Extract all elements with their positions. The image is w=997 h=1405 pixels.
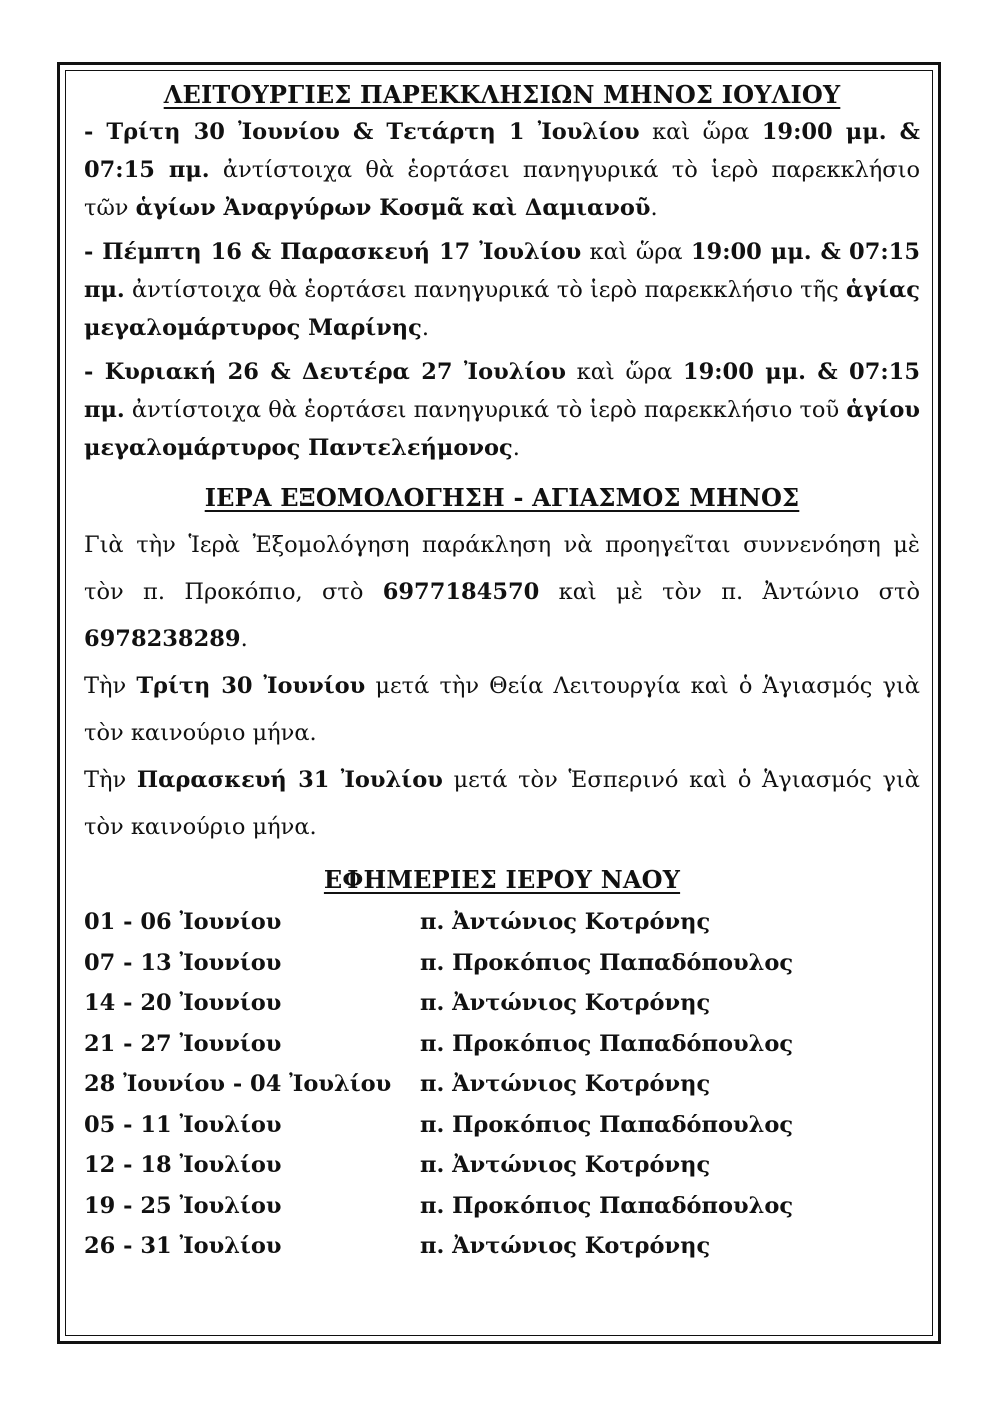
liturgy-saint: ἁγίου μεγαλομάρτυρος Παντελεήμονος	[84, 397, 920, 461]
bulletin-content	[84, 76, 920, 1267]
confession-paragraph: Γιὰ τὴν Ἱερὰ Ἐξομολόγηση παράκληση νὰ προηγεῖται συννενόηση μὲ τὸν π. Προκόπιο, στὸ 6977184570 καὶ μὲ τὸν π. Ἀντώνιο στὸ 6978238289.	[84, 532, 920, 652]
schedule-priest: π. Ἀντώνιος Κοτρόνης	[420, 990, 711, 1017]
phone-number: 6977184570	[382, 579, 540, 605]
liturgy-item-1: - Τρίτη 30 Ἰουνίου & Τετάρτη 1 Ἰουλίου καὶ ὥρα 19:00 μμ. & 07:15 πμ. ἀντίστοιχα θὰ ἑορτάσει πανηγυρικά τὸ ἱερὸ παρεκκλήσιο τῶν ἁγίων Ἀναργύρων Κοσμᾶ καὶ Δαμιανοῦ.	[84, 119, 921, 221]
liturgy-saint: ἁγίων Ἀναργύρων Κοσμᾶ καὶ Δαμιανοῦ	[135, 195, 651, 221]
schedule-row	[84, 1064, 920, 1105]
liturgy-time: 19:00 μμ. &	[690, 239, 841, 265]
schedule-priest: π. Προκόπιος Παπαδόπουλος	[420, 1192, 794, 1219]
schedule-priest: π. Ἀντώνιος Κοτρόνης	[420, 1152, 711, 1179]
schedule-priest: π. Ἀντώνιος Κοτρόνης	[420, 1071, 711, 1098]
schedule-dates: 05 - 11 Ἰουλίου	[84, 1111, 282, 1138]
schedule-row	[84, 902, 920, 943]
schedule-row	[84, 1024, 920, 1065]
schedule-row	[84, 1145, 920, 1186]
liturgy-time: 19:00 μμ. & 07:15	[682, 359, 920, 385]
liturgy-time: 07:15 πμ.	[84, 239, 920, 303]
schedule-dates: 28 Ἰουνίου - 04 Ἰουλίου	[84, 1071, 392, 1098]
liturgy-saint: ἁγίας μεγαλομάρτυρος Μαρίνης	[84, 277, 920, 341]
liturgy-item-2: - Πέμπτη 16 & Παρασκευή 17 Ἰουλίου καὶ ὥρα 19:00 μμ. & 07:15 πμ. ἀντίστοιχα θὰ ἑορτάσει πανηγυρικά τὸ ἱερὸ παρεκκλήσιο τῆς ἁγίας μεγαλομάρτυρος Μαρίνης.	[84, 239, 920, 341]
phone-number: 6978238289	[84, 626, 241, 652]
schedule-priest: π. Προκόπιος Παπαδόπουλος	[420, 1111, 794, 1138]
schedule-dates: 14 - 20 Ἰουνίου	[84, 990, 282, 1017]
schedule-priest: π. Ἀντώνιος Κοτρόνης	[420, 1233, 711, 1260]
schedule-priest: π. Προκόπιος Παπαδόπουλος	[420, 949, 794, 976]
schedule-row	[84, 1226, 920, 1267]
schedule-row	[84, 1105, 920, 1146]
schedule-dates: 21 - 27 Ἰουνίου	[84, 1030, 282, 1057]
liturgy-time: 07:15 πμ.	[84, 157, 210, 183]
liturgy-days: - Πέμπτη 16 & Παρασκευή 17 Ἰουλίου	[84, 239, 582, 265]
schedule-row	[84, 983, 920, 1024]
schedule-dates: 01 - 06 Ἰουνίου	[84, 909, 282, 936]
liturgy-days: - Τρίτη 30 Ἰουνίου & Τετάρτη 1 Ἰουλίου	[84, 119, 640, 145]
confession-heading: ΙΕΡΑ ΕΞΟΜΟΛΟΓΗΣΗ - ΑΓΙΑΣΜΟΣ ΜΗΝΟΣ	[204, 483, 800, 512]
liturgies-heading: ΛΕΙΤΟΥΡΓΙΕΣ ΠΑΡΕΚΚΛΗΣΙΩΝ ΜΗΝΟΣ ΙΟΥΛΙΟΥ	[163, 80, 841, 109]
schedule-dates: 07 - 13 Ἰουνίου	[84, 949, 282, 976]
liturgy-time: πμ.	[84, 397, 125, 423]
liturgy-days: - Κυριακή 26 & Δευτέρα 27 Ἰουλίου	[84, 359, 566, 385]
schedule-dates: 19 - 25 Ἰουλίου	[84, 1192, 282, 1219]
schedule-priest: π. Ἀντώνιος Κοτρόνης	[420, 909, 711, 936]
schedule-priest: π. Προκόπιος Παπαδόπουλος	[420, 1030, 794, 1057]
blessing-paragraph-2: Τὴν Παρασκευή 31 Ἰουλίου μετά τὸν Ἑσπερινό καὶ ὁ Ἁγιασμός γιὰ τὸν καινούριο μήνα.	[84, 767, 920, 840]
schedule-row	[84, 1186, 920, 1227]
duty-heading: ΕΦΗΜΕΡΙΕΣ ΙΕΡΟΥ ΝΑΟΥ	[323, 865, 681, 894]
duty-schedule	[84, 902, 920, 1267]
blessing-date: Παρασκευή 31 Ἰουλίου	[136, 767, 443, 793]
blessing-date: Τρίτη 30 Ἰουνίου	[136, 673, 366, 699]
liturgy-item-3: - Κυριακή 26 & Δευτέρα 27 Ἰουλίου καὶ ὥρα 19:00 μμ. & 07:15 πμ. ἀντίστοιχα θὰ ἑορτάσει πανηγυρικά τὸ ἱερὸ παρεκκλήσιο τοῦ ἁγίου μεγαλομάρτυρος Παντελεήμονος.	[84, 359, 920, 461]
liturgy-time: 19:00 μμ. &	[761, 119, 920, 145]
schedule-row	[84, 943, 920, 984]
schedule-dates: 26 - 31 Ἰουλίου	[84, 1233, 282, 1260]
schedule-dates: 12 - 18 Ἰουλίου	[84, 1152, 282, 1179]
blessing-paragraph-1: Τὴν Τρίτη 30 Ἰουνίου μετά τὴν Θεία Λειτουργία καὶ ὁ Ἁγιασμός γιὰ τὸν καινούριο μήνα.	[84, 673, 920, 746]
